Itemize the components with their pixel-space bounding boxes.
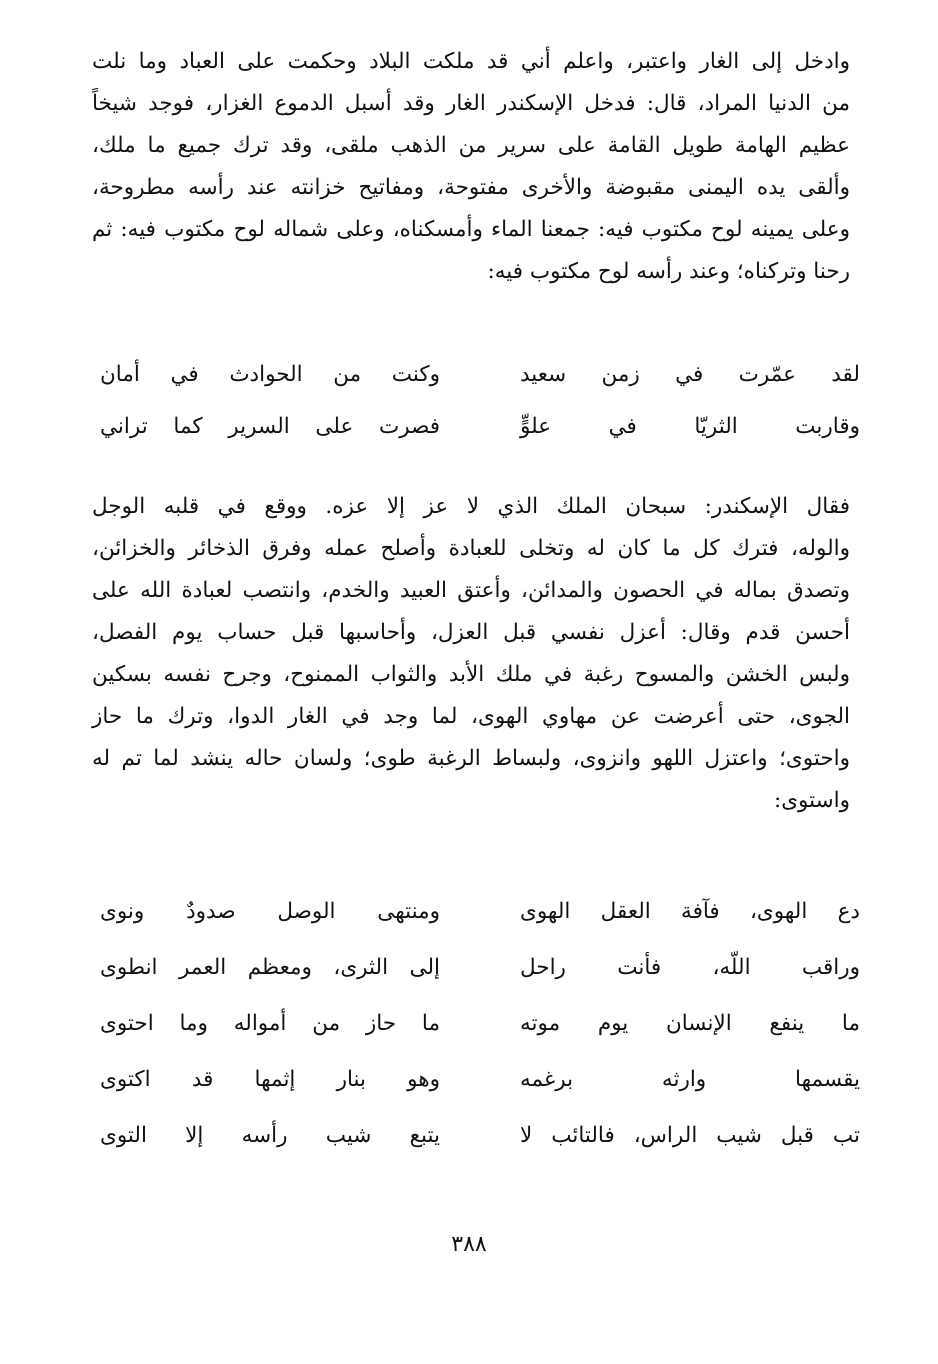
verse-first-hemistich: وراقب اللّه، فأنت راحل	[520, 954, 860, 980]
prose-line: وعلى يمينه لوح مكتوب فيه: جمعنا الماء وأمسكناه، وعلى شماله لوح مكتوب فيه: ثم	[92, 217, 850, 242]
verse-second-hemistich: ما حاز من أمواله وما احتوى	[100, 1010, 440, 1036]
verse-row	[100, 939, 860, 995]
verse-row	[100, 995, 860, 1051]
verse-first-hemistich: ما ينفع الإنسان يوم موته	[520, 1010, 860, 1036]
prose-line: والوله، فترك كل ما كان له وتخلى للعبادة وأصلح عمله وفرق الذخائر والخزائن،	[92, 536, 850, 561]
verse-row	[100, 348, 860, 400]
prose-line: الجوى، حتى أعرضت عن مهاوي الهوى، لما وجد في الغار الدوا، وترك ما حاز	[92, 704, 850, 729]
prose-line: رحنا وتركناه؛ وعند رأسه لوح مكتوب فيه:	[487, 259, 850, 284]
prose-line: ولبس الخشن والمسوح رغبة في ملك الأبد والثواب الممنوح، وجرح نفسه بسكين	[92, 662, 850, 687]
verse-second-hemistich: إلى الثرى، ومعظم العمر انطوى	[100, 954, 440, 980]
verse-block-2	[100, 883, 860, 1163]
prose-line: واستوى:	[773, 788, 850, 813]
prose-line: وادخل إلى الغار واعتبر، واعلم أني قد ملكت البلاد وحكمت على العباد وما نلت	[92, 49, 850, 74]
verse-first-hemistich: تب قبل شيب الراس، فالتائب لا	[520, 1122, 860, 1148]
prose-line: وتصدق بماله في الحصون والمدائن، وأعتق العبيد والخدم، وانتصب لعبادة الله على	[92, 578, 850, 603]
prose-line: فقال الإسكندر: سبحان الملك الذي لا عز إلا عزه. ووقع في قلبه الوجل	[92, 494, 850, 519]
verse-second-hemistich: فصرت على السرير كما تراني	[100, 413, 440, 439]
prose-line: واحتوى؛ واعتزل اللهو وانزوى، ولبساط الرغبة طوى؛ ولسان حاله ينشد لما تم له	[92, 746, 850, 771]
prose-line: عظيم الهامة طويل القامة على سرير من الذهب ملقى، وقد ترك جميع ما ملك،	[92, 133, 850, 158]
verse-first-hemistich: يقسمها وارثه برغمه	[520, 1066, 860, 1092]
verse-second-hemistich: وهو بنار إثمها قد اكتوى	[100, 1066, 440, 1092]
verse-row	[100, 1051, 860, 1107]
verse-first-hemistich: دع الهوى، فآفة العقل الهوى	[520, 898, 860, 924]
prose-block-1	[92, 41, 850, 293]
verse-block-1	[100, 348, 860, 452]
verse-second-hemistich: وكنت من الحوادث في أمان	[100, 361, 440, 387]
verse-row	[100, 1107, 860, 1163]
prose-line: أحسن قدم وقال: أعزل نفسي قبل العزل، وأحاسبها قبل حساب يوم الفصل،	[92, 620, 850, 645]
page-number: ٣٨٨	[451, 1232, 487, 1257]
prose-line: من الدنيا المراد، قال: فدخل الإسكندر الغار وقد أسبل الدموع الغزار، فوجد شيخاً	[92, 91, 850, 116]
verse-row	[100, 883, 860, 939]
verse-second-hemistich: يتبع شيب رأسه إلا التوى	[100, 1122, 440, 1148]
verse-second-hemistich: ومنتهى الوصل صدودٌ ونوى	[100, 898, 440, 924]
prose-block-2	[92, 486, 850, 822]
verse-first-hemistich: لقد عمّرت في زمن سعيد	[520, 361, 860, 387]
verse-row	[100, 400, 860, 452]
verse-first-hemistich: وقاربت الثريّا في علوٍّ	[520, 413, 860, 439]
prose-line: وألقى يده اليمنى مقبوضة والأخرى مفتوحة، ومفاتيح خزانته عند رأسه مطروحة،	[92, 175, 850, 200]
